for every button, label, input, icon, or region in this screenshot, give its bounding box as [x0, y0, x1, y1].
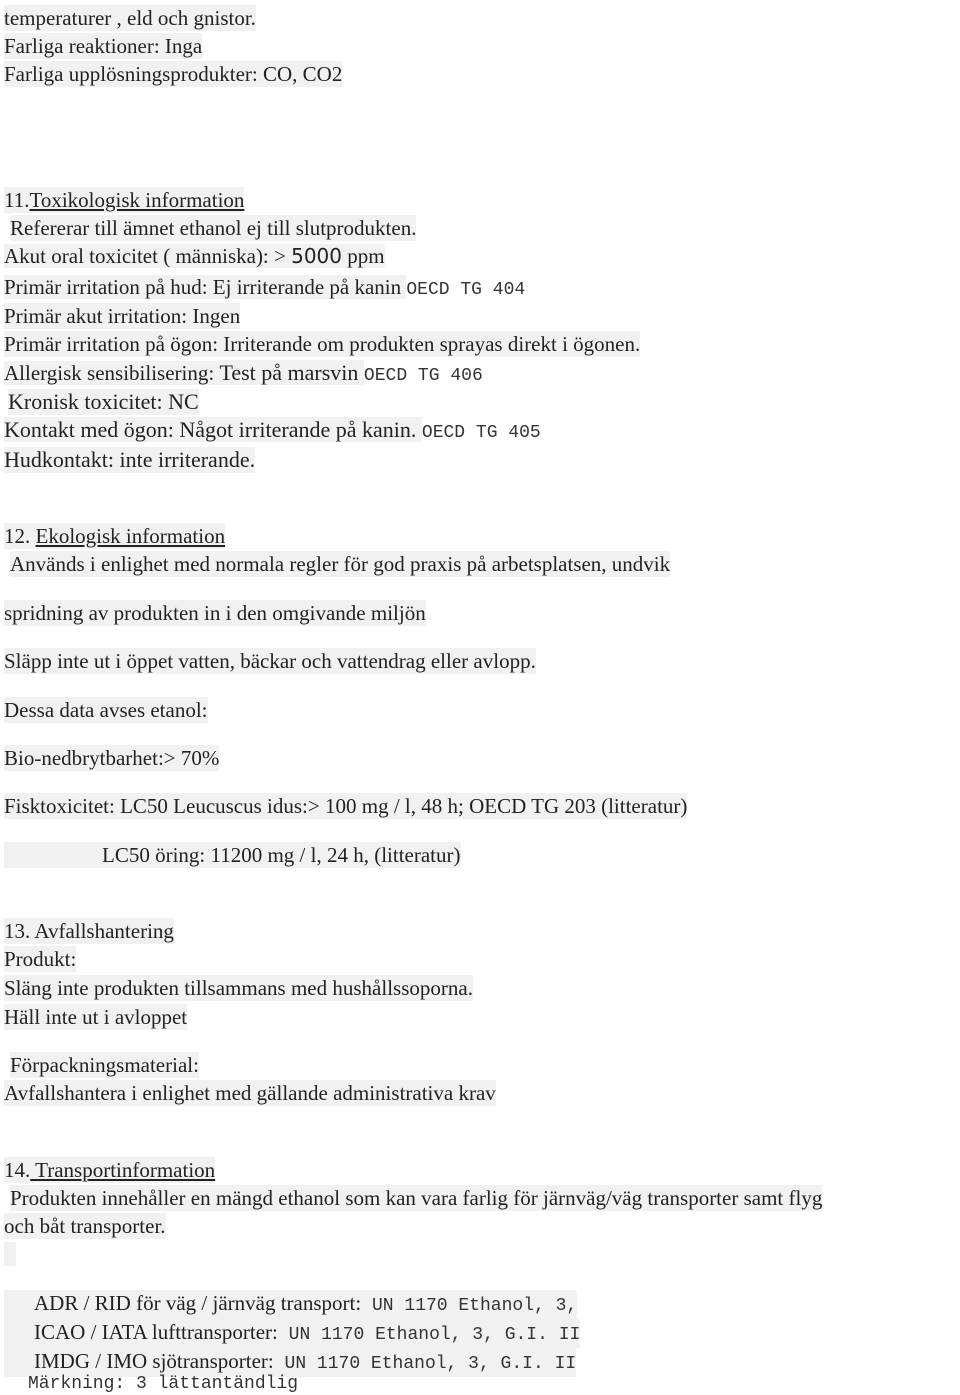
- text-line: Akut oral toxicitet ( människa): > 5000 ppm: [4, 244, 385, 268]
- text-line: Refererar till ämnet ethanol ej till slutprodukten.: [10, 216, 417, 240]
- section-heading-12: [4, 523, 225, 549]
- text-line: temperaturer , eld och gnistor.: [4, 6, 256, 30]
- text-line: och båt transporter.: [4, 1214, 166, 1238]
- section-heading-14: [4, 1157, 215, 1183]
- text-line: Produkt:: [4, 947, 77, 971]
- section-number: 12.: [4, 524, 36, 548]
- transport-label: IMDG / IMO sjötransporter:: [34, 1349, 274, 1373]
- reference-code: OECD TG 404: [406, 280, 526, 300]
- section-title: Transportinformation: [30, 1158, 216, 1182]
- text-line: Primär akut irritation: Ingen: [4, 304, 241, 328]
- reference-code: OECD TG 406: [363, 366, 483, 386]
- text-line: Allergisk sensibilisering: Test på marsvin OECD TG 406: [4, 360, 483, 386]
- transport-label: ICAO / IATA lufttransporter:: [34, 1320, 278, 1344]
- section-heading-13: 13. Avfallshantering: [4, 919, 174, 943]
- transport-row-adr: [4, 1290, 577, 1319]
- transport-row-icao: [4, 1319, 580, 1348]
- text-line: Primär irritation på ögon: Irriterande om produkten sprayas direkt i ögonen.: [4, 332, 641, 356]
- text-line: Kronisk toxicitet: NC: [8, 389, 199, 414]
- text-line: Kontakt med ögon: Något irriterande på kanin. OECD TG 405: [4, 417, 541, 443]
- blank-cell: [4, 1242, 16, 1266]
- text-line: Förpackningsmaterial:: [10, 1053, 199, 1077]
- text-line: Fisktoxicitet: LC50 Leucuscus idus:> 100 mg / l, 48 h; OECD TG 203 (litteratur): [4, 794, 688, 818]
- text-line: Häll inte ut i avloppet: [4, 1005, 188, 1029]
- transport-value: UN 1170 Ethanol, 3,: [361, 1296, 578, 1316]
- text-line: LC50 öring: 11200 mg / l, 24 h, (litteratur): [4, 842, 461, 868]
- text-line: Produkten innehåller en mängd ethanol som kan vara farlig för järnväg/väg transporter samt flyg: [10, 1186, 823, 1210]
- transport-label: ADR / RID för väg / järnväg transport:: [34, 1291, 362, 1315]
- section-title: Toxikologisk information: [29, 188, 245, 212]
- text-line: Släpp inte ut i öppet vatten, bäckar och vattendrag eller avlopp.: [4, 649, 536, 673]
- section-number: 14.: [4, 1158, 31, 1182]
- text-line: Bio-nedbrytbarhet:> 70%: [4, 746, 220, 770]
- text-line: Släng inte produkten tillsammans med hushållssoporna.: [4, 976, 473, 1000]
- section-heading-11: [4, 187, 244, 213]
- text-line: Hudkontakt: inte irriterande.: [4, 447, 256, 472]
- text-line: Dessa data avses etanol:: [4, 698, 208, 722]
- reference-code: OECD TG 405: [421, 423, 541, 443]
- text-line: spridning av produkten in i den omgivande miljön: [4, 601, 426, 625]
- transport-value: UN 1170 Ethanol, 3, G.I. II: [277, 1325, 581, 1345]
- text-line: Farliga upplösningsprodukter: CO, CO2: [4, 62, 343, 86]
- text-line: Avfallshantera i enlighet med gällande administrativa krav: [4, 1081, 496, 1105]
- section-title: Ekologisk information: [35, 524, 226, 548]
- marking-line: Märkning: 3 lättantändlig: [28, 1374, 299, 1394]
- text-line: Primär irritation på hud: Ej irriterande på kanin OECD TG 404: [4, 275, 526, 300]
- transport-value: UN 1170 Ethanol, 3, G.I. II: [273, 1354, 577, 1374]
- text-line: Används i enlighet med normala regler för god praxis på arbetsplatsen, undvik: [10, 552, 671, 576]
- text-line: Farliga reaktioner: Inga: [4, 34, 203, 58]
- section-number: 11.: [4, 188, 30, 212]
